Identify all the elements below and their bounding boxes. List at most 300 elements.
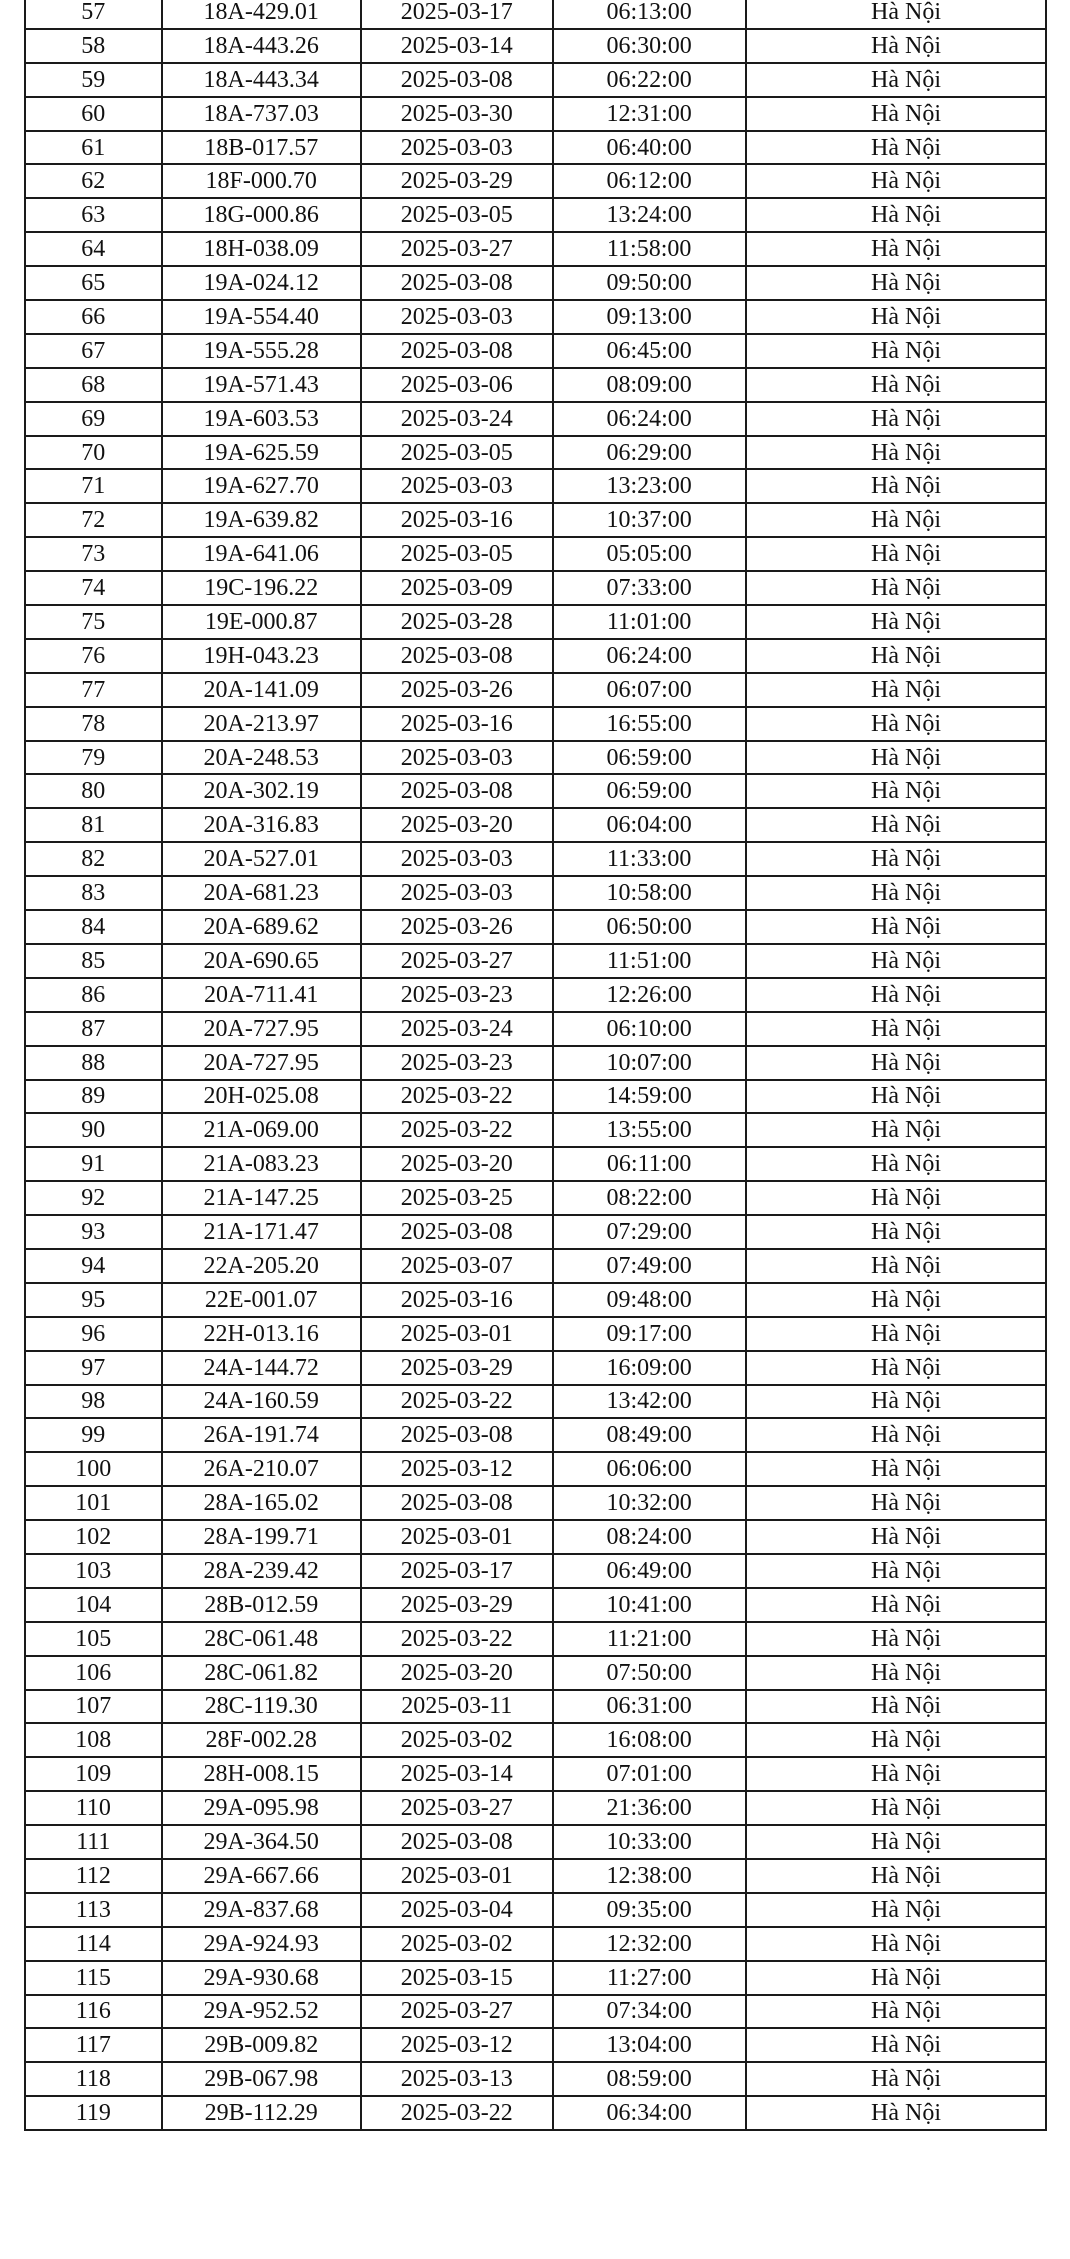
table-row	[25, 131, 1046, 165]
location-cell: Hà Nội	[746, 402, 1046, 436]
row-number-cell: 57	[25, 0, 162, 29]
date-cell: 2025-03-02	[361, 1723, 553, 1757]
time-cell: 08:49:00	[553, 1418, 746, 1452]
date-cell: 2025-03-08	[361, 266, 553, 300]
location-cell: Hà Nội	[746, 1046, 1046, 1080]
row-number-cell: 70	[25, 436, 162, 470]
table-row	[25, 639, 1046, 673]
table-row	[25, 97, 1046, 131]
date-cell: 2025-03-17	[361, 0, 553, 29]
date-cell: 2025-03-27	[361, 232, 553, 266]
row-number-cell: 102	[25, 1520, 162, 1554]
date-cell: 2025-03-07	[361, 1249, 553, 1283]
location-cell: Hà Nội	[746, 198, 1046, 232]
row-number-cell: 72	[25, 503, 162, 537]
row-number-cell: 64	[25, 232, 162, 266]
time-cell: 09:50:00	[553, 266, 746, 300]
table-row	[25, 1588, 1046, 1622]
license-plate-cell: 20A-316.83	[162, 808, 361, 842]
location-cell: Hà Nội	[746, 1995, 1046, 2029]
date-cell: 2025-03-29	[361, 1351, 553, 1385]
time-cell: 21:36:00	[553, 1791, 746, 1825]
location-cell: Hà Nội	[746, 1859, 1046, 1893]
table-row	[25, 1791, 1046, 1825]
date-cell: 2025-03-03	[361, 842, 553, 876]
location-cell: Hà Nội	[746, 978, 1046, 1012]
table-row	[25, 1385, 1046, 1419]
license-plate-cell: 20A-690.65	[162, 944, 361, 978]
location-cell: Hà Nội	[746, 1080, 1046, 1114]
table-row	[25, 368, 1046, 402]
date-cell: 2025-03-03	[361, 741, 553, 775]
location-cell: Hà Nội	[746, 97, 1046, 131]
date-cell: 2025-03-03	[361, 131, 553, 165]
row-number-cell: 75	[25, 605, 162, 639]
date-cell: 2025-03-22	[361, 1113, 553, 1147]
row-number-cell: 104	[25, 1588, 162, 1622]
table-row	[25, 1520, 1046, 1554]
location-cell: Hà Nội	[746, 876, 1046, 910]
location-cell: Hà Nội	[746, 774, 1046, 808]
license-plate-cell: 24A-144.72	[162, 1351, 361, 1385]
time-cell: 08:24:00	[553, 1520, 746, 1554]
table-row	[25, 1215, 1046, 1249]
date-cell: 2025-03-08	[361, 639, 553, 673]
date-cell: 2025-03-20	[361, 1656, 553, 1690]
date-cell: 2025-03-08	[361, 774, 553, 808]
date-cell: 2025-03-15	[361, 1961, 553, 1995]
date-cell: 2025-03-29	[361, 164, 553, 198]
location-cell: Hà Nội	[746, 605, 1046, 639]
row-number-cell: 114	[25, 1927, 162, 1961]
location-cell: Hà Nội	[746, 1147, 1046, 1181]
row-number-cell: 109	[25, 1757, 162, 1791]
license-plate-cell: 22E-001.07	[162, 1283, 361, 1317]
violation-table-container	[24, 0, 1047, 2131]
table-row	[25, 1656, 1046, 1690]
location-cell: Hà Nội	[746, 1012, 1046, 1046]
table-row	[25, 1113, 1046, 1147]
license-plate-cell: 28C-061.48	[162, 1622, 361, 1656]
time-cell: 07:01:00	[553, 1757, 746, 1791]
license-plate-cell: 20A-527.01	[162, 842, 361, 876]
table-row	[25, 1622, 1046, 1656]
location-cell: Hà Nội	[746, 131, 1046, 165]
table-row	[25, 571, 1046, 605]
time-cell: 11:21:00	[553, 1622, 746, 1656]
time-cell: 11:58:00	[553, 232, 746, 266]
date-cell: 2025-03-11	[361, 1690, 553, 1724]
time-cell: 09:13:00	[553, 300, 746, 334]
date-cell: 2025-03-24	[361, 402, 553, 436]
location-cell: Hà Nội	[746, 1723, 1046, 1757]
location-cell: Hà Nội	[746, 1554, 1046, 1588]
table-body	[25, 0, 1046, 2130]
license-plate-cell: 21A-083.23	[162, 1147, 361, 1181]
license-plate-cell: 26A-210.07	[162, 1452, 361, 1486]
license-plate-cell: 29A-952.52	[162, 1995, 361, 2029]
location-cell: Hà Nội	[746, 1690, 1046, 1724]
row-number-cell: 58	[25, 29, 162, 63]
table-row	[25, 503, 1046, 537]
row-number-cell: 74	[25, 571, 162, 605]
row-number-cell: 97	[25, 1351, 162, 1385]
date-cell: 2025-03-14	[361, 29, 553, 63]
location-cell: Hà Nội	[746, 1486, 1046, 1520]
time-cell: 06:30:00	[553, 29, 746, 63]
time-cell: 06:11:00	[553, 1147, 746, 1181]
license-plate-cell: 20A-727.95	[162, 1046, 361, 1080]
row-number-cell: 85	[25, 944, 162, 978]
row-number-cell: 87	[25, 1012, 162, 1046]
license-plate-cell: 19E-000.87	[162, 605, 361, 639]
row-number-cell: 65	[25, 266, 162, 300]
table-row	[25, 29, 1046, 63]
license-plate-cell: 28A-239.42	[162, 1554, 361, 1588]
row-number-cell: 61	[25, 131, 162, 165]
time-cell: 06:22:00	[553, 63, 746, 97]
location-cell: Hà Nội	[746, 368, 1046, 402]
table-row	[25, 198, 1046, 232]
violation-table	[24, 0, 1047, 2131]
license-plate-cell: 29B-067.98	[162, 2062, 361, 2096]
date-cell: 2025-03-20	[361, 808, 553, 842]
location-cell: Hà Nội	[746, 1418, 1046, 1452]
date-cell: 2025-03-30	[361, 97, 553, 131]
location-cell: Hà Nội	[746, 571, 1046, 605]
time-cell: 06:49:00	[553, 1554, 746, 1588]
table-row	[25, 469, 1046, 503]
date-cell: 2025-03-08	[361, 1215, 553, 1249]
date-cell: 2025-03-27	[361, 944, 553, 978]
row-number-cell: 71	[25, 469, 162, 503]
table-row	[25, 673, 1046, 707]
table-row	[25, 1080, 1046, 1114]
date-cell: 2025-03-22	[361, 2096, 553, 2130]
license-plate-cell: 20A-248.53	[162, 741, 361, 775]
table-row	[25, 300, 1046, 334]
date-cell: 2025-03-04	[361, 1893, 553, 1927]
location-cell: Hà Nội	[746, 1825, 1046, 1859]
row-number-cell: 80	[25, 774, 162, 808]
time-cell: 16:08:00	[553, 1723, 746, 1757]
date-cell: 2025-03-16	[361, 503, 553, 537]
date-cell: 2025-03-24	[361, 1012, 553, 1046]
location-cell: Hà Nội	[746, 1113, 1046, 1147]
row-number-cell: 108	[25, 1723, 162, 1757]
location-cell: Hà Nội	[746, 1622, 1046, 1656]
location-cell: Hà Nội	[746, 673, 1046, 707]
license-plate-cell: 18A-443.34	[162, 63, 361, 97]
location-cell: Hà Nội	[746, 1588, 1046, 1622]
license-plate-cell: 28B-012.59	[162, 1588, 361, 1622]
row-number-cell: 113	[25, 1893, 162, 1927]
table-row	[25, 1012, 1046, 1046]
date-cell: 2025-03-17	[361, 1554, 553, 1588]
time-cell: 11:51:00	[553, 944, 746, 978]
license-plate-cell: 20A-711.41	[162, 978, 361, 1012]
table-row	[25, 63, 1046, 97]
location-cell: Hà Nội	[746, 910, 1046, 944]
license-plate-cell: 21A-171.47	[162, 1215, 361, 1249]
date-cell: 2025-03-12	[361, 2028, 553, 2062]
table-row	[25, 1825, 1046, 1859]
time-cell: 14:59:00	[553, 1080, 746, 1114]
license-plate-cell: 18A-429.01	[162, 0, 361, 29]
time-cell: 06:45:00	[553, 334, 746, 368]
time-cell: 06:04:00	[553, 808, 746, 842]
location-cell: Hà Nội	[746, 1520, 1046, 1554]
time-cell: 12:31:00	[553, 97, 746, 131]
row-number-cell: 119	[25, 2096, 162, 2130]
location-cell: Hà Nội	[746, 808, 1046, 842]
table-row	[25, 808, 1046, 842]
row-number-cell: 115	[25, 1961, 162, 1995]
location-cell: Hà Nội	[746, 1961, 1046, 1995]
license-plate-cell: 19A-024.12	[162, 266, 361, 300]
table-row	[25, 774, 1046, 808]
table-row	[25, 537, 1046, 571]
table-row	[25, 402, 1046, 436]
license-plate-cell: 19A-603.53	[162, 402, 361, 436]
date-cell: 2025-03-03	[361, 469, 553, 503]
location-cell: Hà Nội	[746, 1452, 1046, 1486]
time-cell: 07:29:00	[553, 1215, 746, 1249]
license-plate-cell: 21A-069.00	[162, 1113, 361, 1147]
location-cell: Hà Nội	[746, 503, 1046, 537]
time-cell: 06:24:00	[553, 639, 746, 673]
license-plate-cell: 22H-013.16	[162, 1317, 361, 1351]
table-row	[25, 1690, 1046, 1724]
time-cell: 06:24:00	[553, 402, 746, 436]
row-number-cell: 73	[25, 537, 162, 571]
table-row	[25, 707, 1046, 741]
time-cell: 05:05:00	[553, 537, 746, 571]
location-cell: Hà Nội	[746, 266, 1046, 300]
license-plate-cell: 19A-641.06	[162, 537, 361, 571]
location-cell: Hà Nội	[746, 232, 1046, 266]
license-plate-cell: 18A-737.03	[162, 97, 361, 131]
license-plate-cell: 19A-627.70	[162, 469, 361, 503]
date-cell: 2025-03-22	[361, 1080, 553, 1114]
table-row	[25, 1927, 1046, 1961]
time-cell: 12:26:00	[553, 978, 746, 1012]
location-cell: Hà Nội	[746, 1927, 1046, 1961]
license-plate-cell: 29B-112.29	[162, 2096, 361, 2130]
location-cell: Hà Nội	[746, 436, 1046, 470]
date-cell: 2025-03-12	[361, 1452, 553, 1486]
row-number-cell: 101	[25, 1486, 162, 1520]
time-cell: 06:12:00	[553, 164, 746, 198]
table-row	[25, 1283, 1046, 1317]
table-row	[25, 1181, 1046, 1215]
location-cell: Hà Nội	[746, 164, 1046, 198]
license-plate-cell: 19A-571.43	[162, 368, 361, 402]
license-plate-cell: 19A-625.59	[162, 436, 361, 470]
license-plate-cell: 29A-095.98	[162, 1791, 361, 1825]
time-cell: 11:01:00	[553, 605, 746, 639]
license-plate-cell: 19A-639.82	[162, 503, 361, 537]
time-cell: 07:50:00	[553, 1656, 746, 1690]
row-number-cell: 100	[25, 1452, 162, 1486]
table-row	[25, 334, 1046, 368]
date-cell: 2025-03-26	[361, 910, 553, 944]
table-row	[25, 944, 1046, 978]
time-cell: 06:13:00	[553, 0, 746, 29]
row-number-cell: 59	[25, 63, 162, 97]
time-cell: 11:27:00	[553, 1961, 746, 1995]
license-plate-cell: 20A-213.97	[162, 707, 361, 741]
time-cell: 06:29:00	[553, 436, 746, 470]
time-cell: 13:55:00	[553, 1113, 746, 1147]
location-cell: Hà Nội	[746, 1181, 1046, 1215]
table-row	[25, 266, 1046, 300]
table-row	[25, 1757, 1046, 1791]
row-number-cell: 63	[25, 198, 162, 232]
license-plate-cell: 20H-025.08	[162, 1080, 361, 1114]
row-number-cell: 91	[25, 1147, 162, 1181]
time-cell: 09:48:00	[553, 1283, 746, 1317]
row-number-cell: 96	[25, 1317, 162, 1351]
location-cell: Hà Nội	[746, 29, 1046, 63]
license-plate-cell: 19C-196.22	[162, 571, 361, 605]
license-plate-cell: 28F-002.28	[162, 1723, 361, 1757]
table-row	[25, 1249, 1046, 1283]
date-cell: 2025-03-27	[361, 1791, 553, 1825]
date-cell: 2025-03-02	[361, 1927, 553, 1961]
date-cell: 2025-03-08	[361, 1825, 553, 1859]
date-cell: 2025-03-01	[361, 1520, 553, 1554]
row-number-cell: 93	[25, 1215, 162, 1249]
row-number-cell: 99	[25, 1418, 162, 1452]
row-number-cell: 77	[25, 673, 162, 707]
date-cell: 2025-03-22	[361, 1622, 553, 1656]
date-cell: 2025-03-06	[361, 368, 553, 402]
date-cell: 2025-03-22	[361, 1385, 553, 1419]
time-cell: 11:33:00	[553, 842, 746, 876]
row-number-cell: 94	[25, 1249, 162, 1283]
time-cell: 13:24:00	[553, 198, 746, 232]
date-cell: 2025-03-26	[361, 673, 553, 707]
time-cell: 16:09:00	[553, 1351, 746, 1385]
location-cell: Hà Nội	[746, 469, 1046, 503]
time-cell: 16:55:00	[553, 707, 746, 741]
location-cell: Hà Nội	[746, 334, 1046, 368]
row-number-cell: 112	[25, 1859, 162, 1893]
table-row	[25, 1046, 1046, 1080]
date-cell: 2025-03-01	[361, 1859, 553, 1893]
table-row	[25, 1418, 1046, 1452]
time-cell: 10:32:00	[553, 1486, 746, 1520]
table-row	[25, 1995, 1046, 2029]
date-cell: 2025-03-08	[361, 1418, 553, 1452]
location-cell: Hà Nội	[746, 1215, 1046, 1249]
time-cell: 07:34:00	[553, 1995, 746, 2029]
location-cell: Hà Nội	[746, 537, 1046, 571]
license-plate-cell: 28A-199.71	[162, 1520, 361, 1554]
table-row	[25, 164, 1046, 198]
date-cell: 2025-03-29	[361, 1588, 553, 1622]
row-number-cell: 105	[25, 1622, 162, 1656]
date-cell: 2025-03-03	[361, 300, 553, 334]
location-cell: Hà Nội	[746, 1385, 1046, 1419]
license-plate-cell: 21A-147.25	[162, 1181, 361, 1215]
date-cell: 2025-03-20	[361, 1147, 553, 1181]
location-cell: Hà Nội	[746, 639, 1046, 673]
row-number-cell: 84	[25, 910, 162, 944]
table-row	[25, 978, 1046, 1012]
row-number-cell: 67	[25, 334, 162, 368]
location-cell: Hà Nội	[746, 1249, 1046, 1283]
table-row	[25, 1893, 1046, 1927]
license-plate-cell: 29A-837.68	[162, 1893, 361, 1927]
license-plate-cell: 29B-009.82	[162, 2028, 361, 2062]
license-plate-cell: 28H-008.15	[162, 1757, 361, 1791]
row-number-cell: 95	[25, 1283, 162, 1317]
date-cell: 2025-03-05	[361, 198, 553, 232]
row-number-cell: 82	[25, 842, 162, 876]
license-plate-cell: 18A-443.26	[162, 29, 361, 63]
license-plate-cell: 22A-205.20	[162, 1249, 361, 1283]
table-row	[25, 2062, 1046, 2096]
location-cell: Hà Nội	[746, 1656, 1046, 1690]
time-cell: 10:07:00	[553, 1046, 746, 1080]
location-cell: Hà Nội	[746, 1757, 1046, 1791]
location-cell: Hà Nội	[746, 1351, 1046, 1385]
time-cell: 07:33:00	[553, 571, 746, 605]
row-number-cell: 76	[25, 639, 162, 673]
license-plate-cell: 29A-667.66	[162, 1859, 361, 1893]
row-number-cell: 110	[25, 1791, 162, 1825]
date-cell: 2025-03-23	[361, 978, 553, 1012]
row-number-cell: 79	[25, 741, 162, 775]
time-cell: 12:38:00	[553, 1859, 746, 1893]
date-cell: 2025-03-03	[361, 876, 553, 910]
license-plate-cell: 20A-727.95	[162, 1012, 361, 1046]
date-cell: 2025-03-08	[361, 63, 553, 97]
table-row	[25, 1351, 1046, 1385]
time-cell: 06:59:00	[553, 774, 746, 808]
license-plate-cell: 19A-554.40	[162, 300, 361, 334]
table-row	[25, 1961, 1046, 1995]
date-cell: 2025-03-25	[361, 1181, 553, 1215]
location-cell: Hà Nội	[746, 707, 1046, 741]
table-row	[25, 1486, 1046, 1520]
table-row	[25, 1452, 1046, 1486]
table-row	[25, 1859, 1046, 1893]
time-cell: 08:22:00	[553, 1181, 746, 1215]
license-plate-cell: 29A-930.68	[162, 1961, 361, 1995]
location-cell: Hà Nội	[746, 944, 1046, 978]
time-cell: 10:33:00	[553, 1825, 746, 1859]
date-cell: 2025-03-08	[361, 1486, 553, 1520]
location-cell: Hà Nội	[746, 842, 1046, 876]
table-row	[25, 436, 1046, 470]
license-plate-cell: 19H-043.23	[162, 639, 361, 673]
location-cell: Hà Nội	[746, 0, 1046, 29]
license-plate-cell: 20A-689.62	[162, 910, 361, 944]
location-cell: Hà Nội	[746, 2028, 1046, 2062]
table-row	[25, 1554, 1046, 1588]
time-cell: 13:23:00	[553, 469, 746, 503]
location-cell: Hà Nội	[746, 300, 1046, 334]
table-row	[25, 876, 1046, 910]
row-number-cell: 86	[25, 978, 162, 1012]
table-row	[25, 842, 1046, 876]
license-plate-cell: 28C-061.82	[162, 1656, 361, 1690]
row-number-cell: 66	[25, 300, 162, 334]
time-cell: 13:42:00	[553, 1385, 746, 1419]
